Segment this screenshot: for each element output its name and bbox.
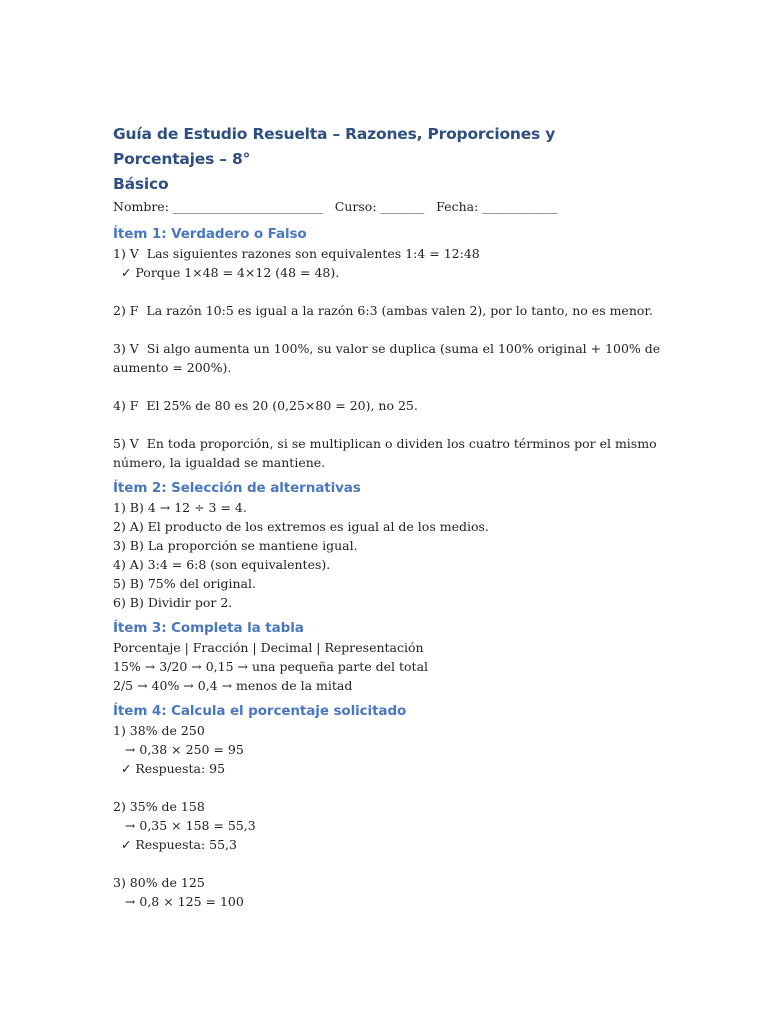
item4-problem-2-calc: → 0,35 × 158 = 55,3 (113, 818, 256, 833)
item3-heading: Ítem 3: Completa la tabla (113, 620, 304, 636)
item1-question-5-line-2: número, la igualdad se mantiene. (113, 455, 326, 470)
item2-answer: 6) B) Dividir por 2. (113, 595, 233, 610)
item1-question-5-line-1: 5) V En toda proporción, si se multiplican o dividen los cuatro términos por el mismo (113, 436, 657, 451)
item2-answer: 2) A) El producto de los extremos es igual al de los medios. (113, 519, 489, 534)
item2-heading: Ítem 2: Selección de alternativas (113, 480, 361, 496)
document-title-line-2: Básico (113, 175, 169, 193)
item2-answer: 3) B) La proporción se mantiene igual. (113, 538, 358, 553)
item1-question-2: 2) F La razón 10:5 es igual a la razón 6:3 (ambas valen 2), por lo tanto, no es menor. (113, 303, 653, 318)
item2-answer: 5) B) 75% del original. (113, 576, 256, 591)
document-body (113, 122, 661, 911)
item4-problem-3: 3) 80% de 125 (113, 875, 205, 890)
student-info-line: Nombre: ________________________ Curso: _______ Fecha: ____________ (113, 199, 558, 214)
item4-problem-3-calc: → 0,8 × 125 = 100 (113, 894, 244, 909)
item2-answer: 1) B) 4 → 12 ÷ 3 = 4. (113, 500, 247, 515)
item1-question-4: 4) F El 25% de 80 es 20 (0,25×80 = 20), no 25. (113, 398, 418, 413)
item1-question-3-line-2: aumento = 200%). (113, 360, 232, 375)
item1-question-3-line-1: 3) V Si algo aumenta un 100%, su valor se duplica (suma el 100% original + 100% de (113, 341, 661, 356)
item2-answer: 4) A) 3:4 = 6:8 (son equivalentes). (113, 557, 331, 572)
document-title-line-1: Guía de Estudio Resuelta – Razones, Proporciones y Porcentajes – 8° (113, 125, 556, 168)
item4-problem-1-answer: ✓ Respuesta: 95 (113, 761, 226, 776)
item3-table-row: 15% → 3/20 → 0,15 → una pequeña parte del total (113, 659, 429, 674)
item4-problem-1: 1) 38% de 250 (113, 723, 205, 738)
item1-heading: Ítem 1: Verdadero o Falso (113, 226, 307, 242)
item3-table-row: 2/5 → 40% → 0,4 → menos de la mitad (113, 678, 353, 693)
item3-table-header: Porcentaje | Fracción | Decimal | Representación (113, 640, 424, 655)
item4-problem-2: 2) 35% de 158 (113, 799, 205, 814)
item4-problem-2-answer: ✓ Respuesta: 55,3 (113, 837, 237, 852)
item4-heading: Ítem 4: Calcula el porcentaje solicitado (113, 703, 407, 719)
item4-problem-1-calc: → 0,38 × 250 = 95 (113, 742, 244, 757)
item1-question-1-check: ✓ Porque 1×48 = 4×12 (48 = 48). (113, 265, 340, 280)
item1-question-1: 1) V Las siguientes razones son equivalentes 1:4 = 12:48 (113, 246, 480, 261)
